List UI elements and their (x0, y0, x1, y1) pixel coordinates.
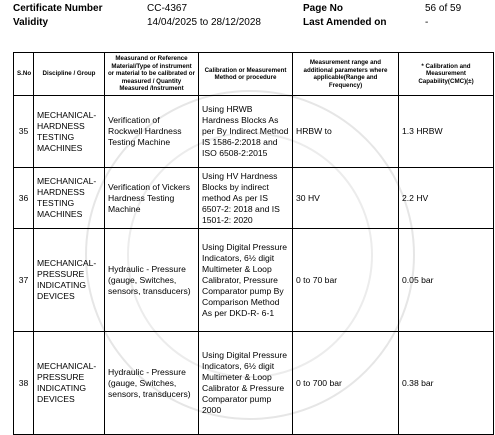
column-header-cmc: * Calibration and Measurement Capability(CMC)(±) (399, 53, 494, 96)
cell-discipline: MECHANICAL- HARDNESS TESTING MACHINES (34, 168, 105, 229)
column-header-sno: S.No (14, 53, 34, 96)
page-no-label: Page No (303, 3, 344, 14)
cell-cmc: 1.3 HRBW (399, 96, 494, 168)
table-row (14, 229, 494, 332)
page-no-value: 56 of 59 (425, 3, 462, 14)
cell-method: Using HV Hardness Blocks by indirect method As per IS 6507-2: 2018 and IS 1501-2: 2020 (199, 168, 293, 229)
cell-method: Using Digital Pressure Indicators, 6½ digit Multimeter & Loop Calibrator & Pressure Comparator pump 2000 (199, 332, 293, 435)
cell-method: Using Digital Pressure Indicators, 6½ digit Multimeter & Loop Calibrator, Pressure Comparator pump By Comparison Method As per DKD-R- 6-1 (199, 229, 293, 332)
table-row (14, 168, 494, 229)
cell-measurand: Verification of Rockwell Hardness Testing Machine (105, 96, 199, 168)
cell-measurand: Hydraulic - Pressure (gauge, Switches, sensors, transducers) (105, 332, 199, 435)
cell-method: Using HRWB Hardness Blocks As per By Indirect Method IS 1586-2:2018 and ISO 6508-2:2015 (199, 96, 293, 168)
column-header-measurand: Measurand or Reference Material/Type of instrument or material to be calibrated or measured / Quantity Measured /Instrument (105, 53, 199, 96)
cell-sno: 38 (14, 332, 34, 435)
certificate-number-value: CC-4367 (147, 3, 188, 14)
cell-range: 30 HV (293, 168, 399, 229)
validity-label: Validity (13, 17, 49, 28)
table-row (14, 96, 494, 168)
cell-measurand: Hydraulic - Pressure (gauge, Switches, sensors, transducers) (105, 229, 199, 332)
table-header-row (14, 53, 494, 96)
cell-sno: 36 (14, 168, 34, 229)
scope-table (13, 52, 494, 435)
table-row (14, 332, 494, 435)
column-header-range: Measurement range and additional parameters where applicable(Range and Frequency) (293, 53, 399, 96)
cell-discipline: MECHANICAL- PRESSURE INDICATING DEVICES (34, 332, 105, 435)
cell-sno: 35 (14, 96, 34, 168)
cell-discipline: MECHANICAL- PRESSURE INDICATING DEVICES (34, 229, 105, 332)
cell-measurand: Verification of Vickers Hardness Testing Machine (105, 168, 199, 229)
cell-sno: 37 (14, 229, 34, 332)
cell-cmc: 2.2 HV (399, 168, 494, 229)
cell-discipline: MECHANICAL- HARDNESS TESTING MACHINES (34, 96, 105, 168)
last-amended-value: - (425, 17, 429, 28)
column-header-discipline: Discipline / Group (34, 53, 105, 96)
column-header-method: Calibration or Measurement Method or procedure (199, 53, 293, 96)
cell-cmc: 0.05 bar (399, 229, 494, 332)
last-amended-label: Last Amended on (303, 17, 387, 28)
cell-range: 0 to 700 bar (293, 332, 399, 435)
certificate-number-label: Certificate Number (13, 3, 103, 14)
cell-range: 0 to 70 bar (293, 229, 399, 332)
validity-value: 14/04/2025 to 28/12/2028 (147, 17, 261, 28)
cell-range: HRBW to (293, 96, 399, 168)
cell-cmc: 0.38 bar (399, 332, 494, 435)
